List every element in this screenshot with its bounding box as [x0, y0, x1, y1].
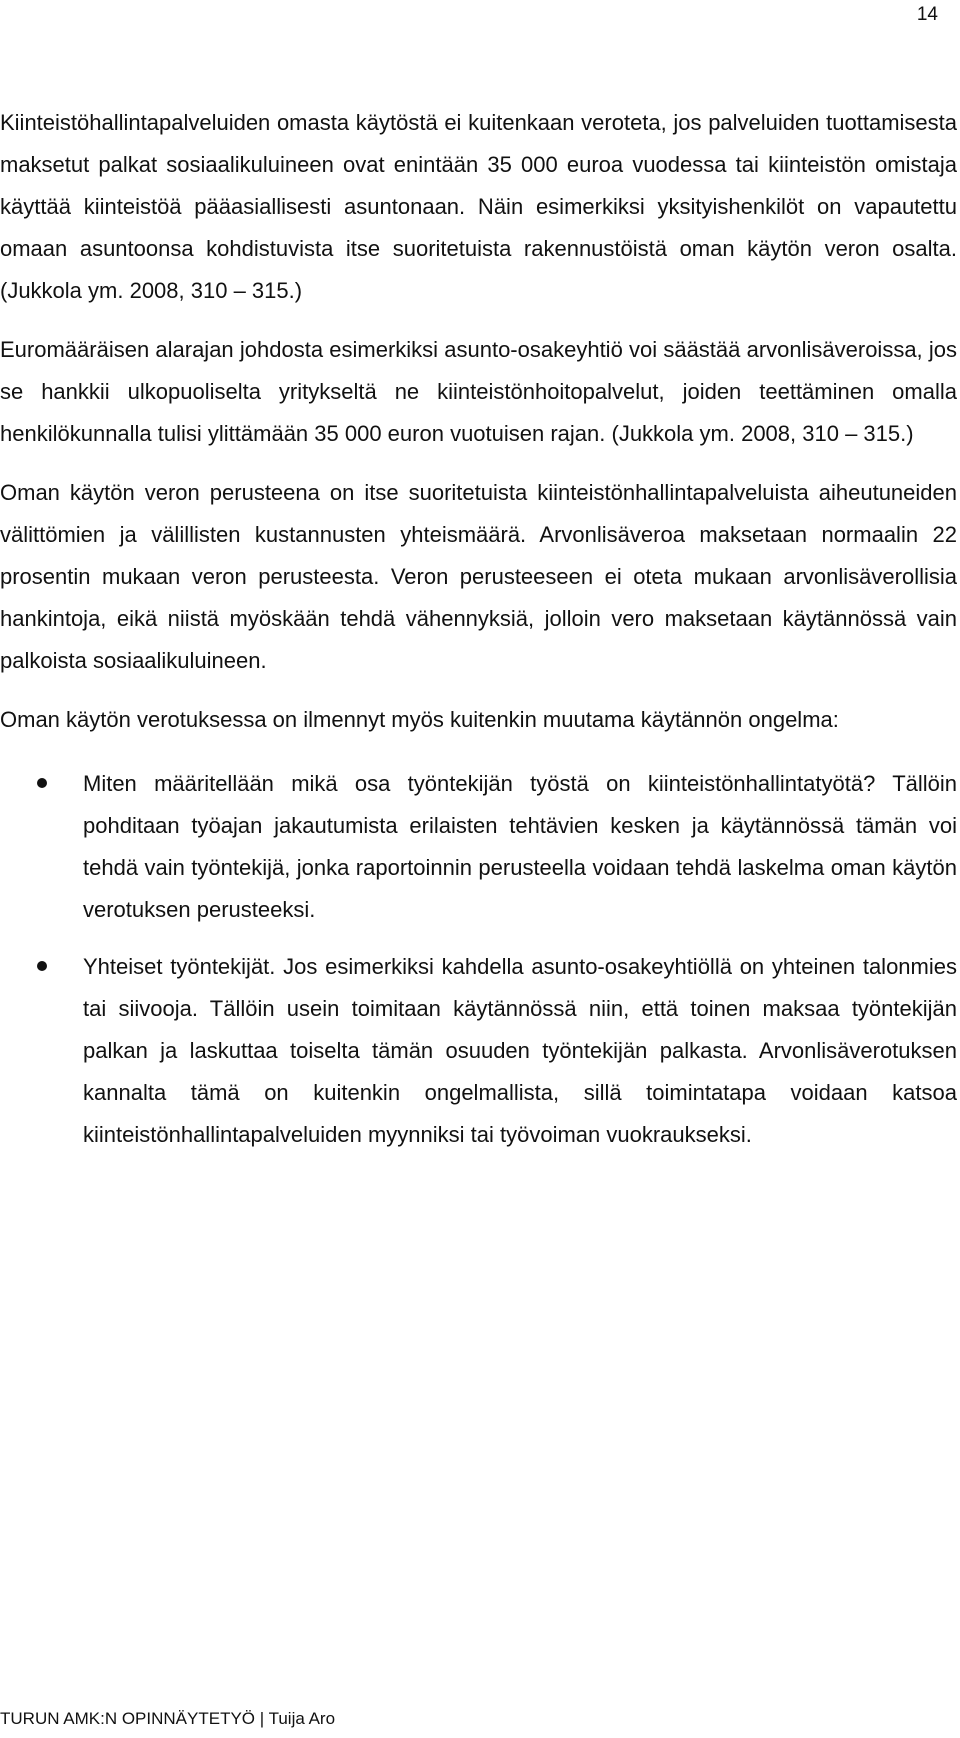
document-body [0, 102, 960, 1171]
list-item-text: Yhteiset työntekijät. Jos esimerkiksi kahdella asunto-osakeyhtiöllä on yhteinen talonmies tai siivooja. Tällöin usein toimitaan käytännössä niin, että toinen maksaa työntekijän palkan ja laskuttaa toiselta tämän osuuden työntekijän palkasta. Arvonlisäverotuksen kannalta tämä on kuitenkin ongelmallista, sillä toimintatapa voidaan katsoa kiinteistönhallintapalveluiden myynniksi tai työvoiman vuokraukseksi. [83, 954, 957, 1147]
paragraph-1: Kiinteistöhallintapalveluiden omasta käytöstä ei kuitenkaan veroteta, jos palveluiden tuottamisesta maksetut palkat sosiaalikuluineen ovat enintään 35 000 euroa vuodessa tai kiinteistön omistaja käyttää kiinteistöä pääasiallisesti asuntonaan. Näin esimerkiksi yksityishenkilöt on vapautettu omaan asuntoonsa kohdistuvista itse suoritetuista rakennustöistä oman käytön veron osalta. (Jukkola ym. 2008, 310 – 315.) [0, 110, 957, 303]
bullet-icon [37, 778, 47, 788]
paragraph-2: Euromääräisen alarajan johdosta esimerkiksi asunto-osakeyhtiö voi säästää arvonlisäveroissa, jos se hankkii ulkopuoliselta yritykseltä ne kiinteistönhoitopalvelut, joiden teettäminen omalla henkilökunnalla tulisi ylittämään 35 000 euron vuotuisen rajan. (Jukkola ym. 2008, 310 – 315.) [0, 337, 957, 446]
list-item [0, 763, 960, 931]
page-number: 14 [916, 4, 938, 25]
list-item-text: Miten määritellään mikä osa työntekijän työstä on kiinteistönhallintatyötä? Tällöin pohditaan työajan jakautumista erilaisten tehtävien kesken ja käytännössä tämän voi tehdä vain työntekijä, jonka raportoinnin perusteella voidaan tehdä laskelma oman käytön verotuksen perusteeksi. [83, 771, 957, 922]
bullet-icon [37, 961, 47, 971]
paragraph-3: Oman käytön veron perusteena on itse suoritetuista kiinteistönhallintapalveluista aiheutuneiden välittömien ja välillisten kustannusten yhteismäärä. Arvonlisäveroa maksetaan normaalin 22 prosentin mukaan veron perusteesta. Veron perusteeseen ei oteta mukaan arvonlisäverollisia hankintoja, eikä niistä myöskään tehdä vähennyksiä, jolloin vero maksetaan käytännössä vain palkoista sosiaalikuluineen. [0, 480, 957, 673]
list-item [0, 946, 960, 1156]
footer: TURUN AMK:N OPINNÄYTETYÖ | Tuija Aro [0, 1709, 336, 1728]
bullet-list [0, 763, 960, 1156]
paragraph-4: Oman käytön verotuksessa on ilmennyt myös kuitenkin muutama käytännön ongelma: [0, 707, 839, 732]
